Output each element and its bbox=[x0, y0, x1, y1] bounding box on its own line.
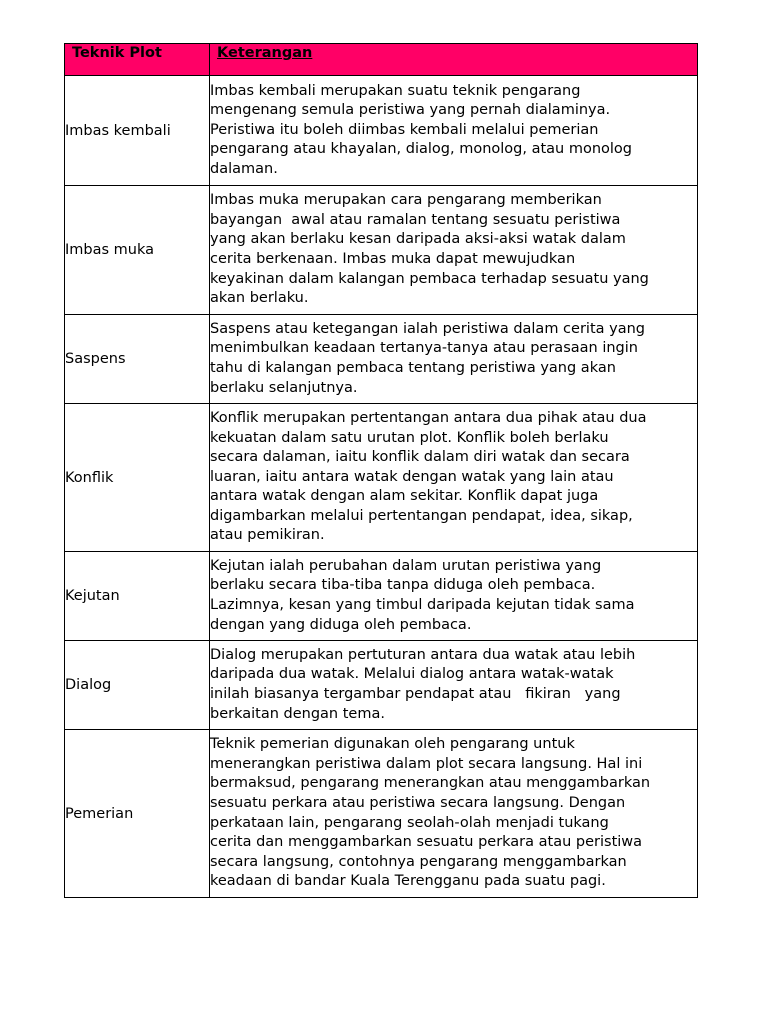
plot-technique-table bbox=[64, 43, 698, 898]
description-line: berkaitan dengan tema. bbox=[210, 705, 385, 722]
technique-description bbox=[210, 404, 698, 552]
technique-name: Imbas muka bbox=[65, 186, 210, 315]
technique-description bbox=[210, 76, 698, 186]
description-line: dengan yang diduga oleh pembaca. bbox=[210, 616, 472, 633]
technique-name: Dialog bbox=[65, 641, 210, 730]
table-row bbox=[65, 641, 698, 730]
table-row bbox=[65, 730, 698, 898]
table-row bbox=[65, 315, 698, 404]
description-line: bermaksud, pengarang menerangkan atau menggambarkan bbox=[210, 775, 651, 792]
description-line: secara langsung, contohnya pengarang menggambarkan bbox=[210, 853, 627, 870]
description-line: Imbas muka merupakan cara pengarang memberikan bbox=[210, 192, 602, 209]
description-line: mengenang semula peristiwa yang pernah dialaminya. bbox=[210, 102, 611, 119]
table-body bbox=[65, 76, 698, 898]
table-row bbox=[65, 76, 698, 186]
description-line: daripada dua watak. Melalui dialog antara watak-watak bbox=[210, 666, 614, 683]
description-line: menimbulkan keadaan tertanya-tanya atau perasaan ingin bbox=[210, 340, 638, 357]
description-line: inilah biasanya tergambar pendapat atau fikiran yang bbox=[210, 686, 621, 702]
description-line: sesuatu perkara atau peristiwa secara langsung. Dengan bbox=[210, 794, 626, 811]
description-line: luaran, iaitu antara watak dengan watak yang lain atau bbox=[210, 468, 614, 485]
description-line: bayangan awal atau ramalan tentang sesuatu peristiwa bbox=[210, 211, 621, 228]
header-keterangan: Keterangan bbox=[210, 44, 698, 76]
description-line: atau pemikiran. bbox=[210, 527, 325, 544]
description-line: akan berlaku. bbox=[210, 290, 309, 307]
description-line: menerangkan peristiwa dalam plot secara langsung. Hal ini bbox=[210, 755, 643, 772]
description-line: keadaan di bandar Kuala Terengganu pada suatu pagi. bbox=[210, 873, 606, 890]
description-line: Konflik merupakan pertentangan antara dua pihak atau dua bbox=[210, 409, 647, 426]
header-teknik-plot: Teknik Plot bbox=[65, 44, 210, 76]
technique-description bbox=[210, 315, 698, 404]
technique-name: Saspens bbox=[65, 315, 210, 404]
technique-description bbox=[210, 552, 698, 641]
description-line: digambarkan melalui pertentangan pendapat, idea, sikap, bbox=[210, 507, 633, 524]
description-line: Dialog merupakan pertuturan antara dua watak atau lebih bbox=[210, 646, 636, 663]
technique-description bbox=[210, 641, 698, 730]
description-line: Lazimnya, kesan yang timbul daripada kejutan tidak sama bbox=[210, 597, 635, 613]
table-header-row bbox=[65, 44, 698, 76]
technique-name: Kejutan bbox=[65, 552, 210, 641]
table-row bbox=[65, 552, 698, 641]
description-line: yang akan berlaku kesan daripada aksi-aksi watak dalam bbox=[210, 231, 626, 248]
technique-name: Konflik bbox=[65, 404, 210, 552]
description-line: dalaman. bbox=[210, 160, 278, 177]
description-line: tahu di kalangan pembaca tentang peristiwa yang akan bbox=[210, 360, 616, 376]
description-line: perkataan lain, pengarang seolah-olah menjadi tukang bbox=[210, 814, 609, 831]
description-line: antara watak dengan alam sekitar. Konflik dapat juga bbox=[210, 488, 599, 505]
description-line: berlaku selanjutnya. bbox=[210, 379, 358, 396]
description-line: cerita berkenaan. Imbas muka dapat mewujudkan bbox=[210, 251, 576, 267]
technique-description bbox=[210, 186, 698, 315]
description-line: Imbas kembali merupakan suatu teknik pengarang bbox=[210, 82, 581, 99]
description-line: Saspens atau ketegangan ialah peristiwa dalam cerita yang bbox=[210, 320, 645, 337]
description-line: kekuatan dalam satu urutan plot. Konflik boleh berlaku bbox=[210, 429, 609, 446]
technique-description bbox=[210, 730, 698, 898]
description-line: Teknik pemerian digunakan oleh pengarang untuk bbox=[210, 736, 575, 753]
description-line: Peristiwa itu boleh diimbas kembali melalui pemerian bbox=[210, 121, 599, 138]
description-line: keyakinan dalam kalangan pembaca terhadap sesuatu yang bbox=[210, 270, 649, 287]
technique-name: Imbas kembali bbox=[65, 76, 210, 186]
table-row bbox=[65, 186, 698, 315]
description-line: secara dalaman, iaitu konflik dalam diri watak dan secara bbox=[210, 449, 630, 466]
description-line: pengarang atau khayalan, dialog, monolog, atau monolog bbox=[210, 141, 633, 158]
description-line: berlaku secara tiba-tiba tanpa diduga oleh pembaca. bbox=[210, 577, 596, 594]
description-line: Kejutan ialah perubahan dalam urutan peristiwa yang bbox=[210, 557, 602, 574]
description-line: cerita dan menggambarkan sesuatu perkara atau peristiwa bbox=[210, 834, 643, 851]
technique-name: Pemerian bbox=[65, 730, 210, 898]
table-row bbox=[65, 404, 698, 552]
